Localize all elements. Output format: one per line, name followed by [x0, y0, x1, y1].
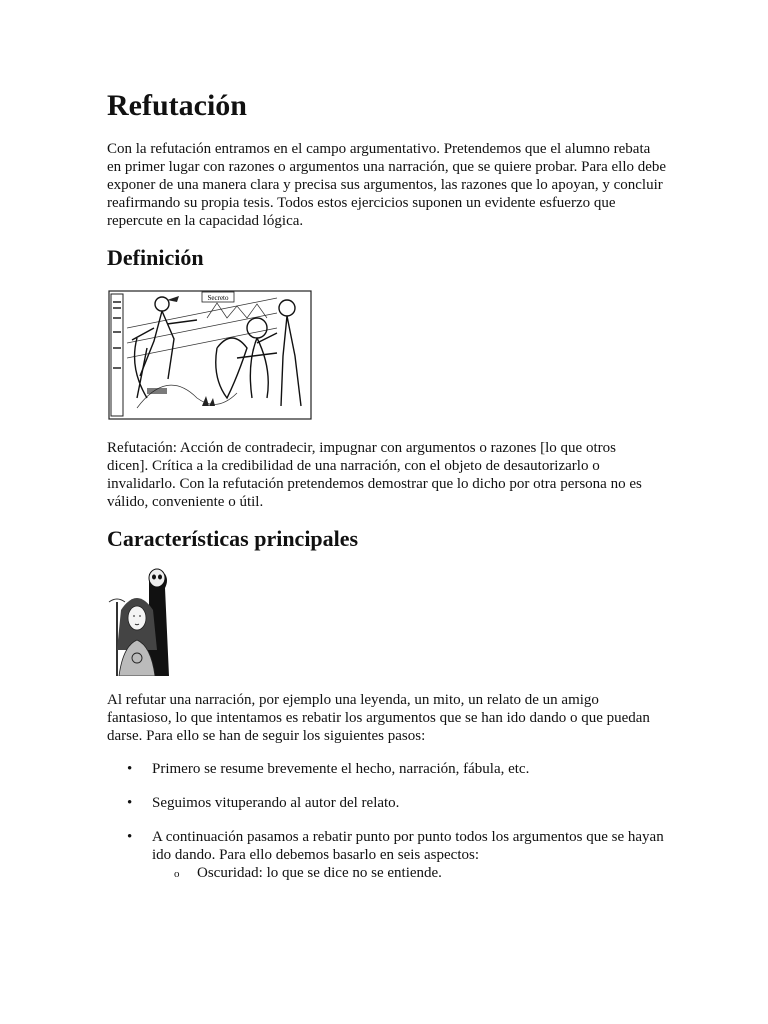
steps-list: [107, 760, 667, 882]
intro-paragraph: Con la refutación entramos en el campo argumentativo. Pretendemos que el alumno rebata en primer lugar con razones o argumentos una narración, que se quiere probar. Para ello debe exponer de una manera clara y precisa sus argumentos, las razones que lo apoyan, y concluir reafirmando su propia tesis. Todos estos ejercicios suponen un evidente esfuerzo que repercute en la capacidad lógica.: [107, 141, 667, 229]
list-item: [107, 828, 667, 882]
girl-ghost-illustration: [107, 566, 179, 676]
definition-heading: Definición: [107, 245, 204, 270]
list-item: [107, 794, 667, 812]
characteristics-paragraph: Al refutar una narración, por ejemplo una leyenda, un mito, un relato de un amigo fantasioso, lo que intentamos es rebatir los argumentos que se han ido dando o que puedan darse. Para ello se han de seguir los siguientes pasos:: [107, 692, 650, 744]
illustration-label: Secreto: [207, 294, 229, 302]
sub-steps-list: [152, 864, 667, 882]
circle-bullet-icon: o: [174, 868, 180, 880]
step-text: Seguimos vituperando al autor del relato.: [152, 795, 400, 811]
bullet-icon: •: [127, 829, 133, 845]
page-title: Refutación: [107, 89, 247, 122]
sub-step-text: Oscuridad: lo que se dice no se entiende.: [197, 865, 442, 881]
definition-paragraph: Refutación: Acción de contradecir, impugnar con argumentos o razones [lo que otros dicen]. Crítica a la credibilidad de una narración, con el objeto de desautorizarlo o invalidarlo. Con la refutación pretendemos demostrar que lo dicho por otra persona no es válido, conveniente o útil.: [107, 440, 642, 510]
bullet-icon: •: [127, 761, 133, 777]
sub-list-item: [152, 864, 667, 882]
step-text: Primero se resume brevemente el hecho, narración, fábula, etc.: [152, 761, 530, 777]
woodcut-illustration: [107, 288, 313, 422]
list-item: [107, 760, 667, 778]
characteristics-heading: Características principales: [107, 526, 359, 551]
bullet-icon: •: [127, 795, 133, 811]
step-text: A continuación pasamos a rebatir punto por punto todos los argumentos que se hayan ido dando. Para ello debemos basarlo en seis aspectos:: [152, 829, 664, 863]
